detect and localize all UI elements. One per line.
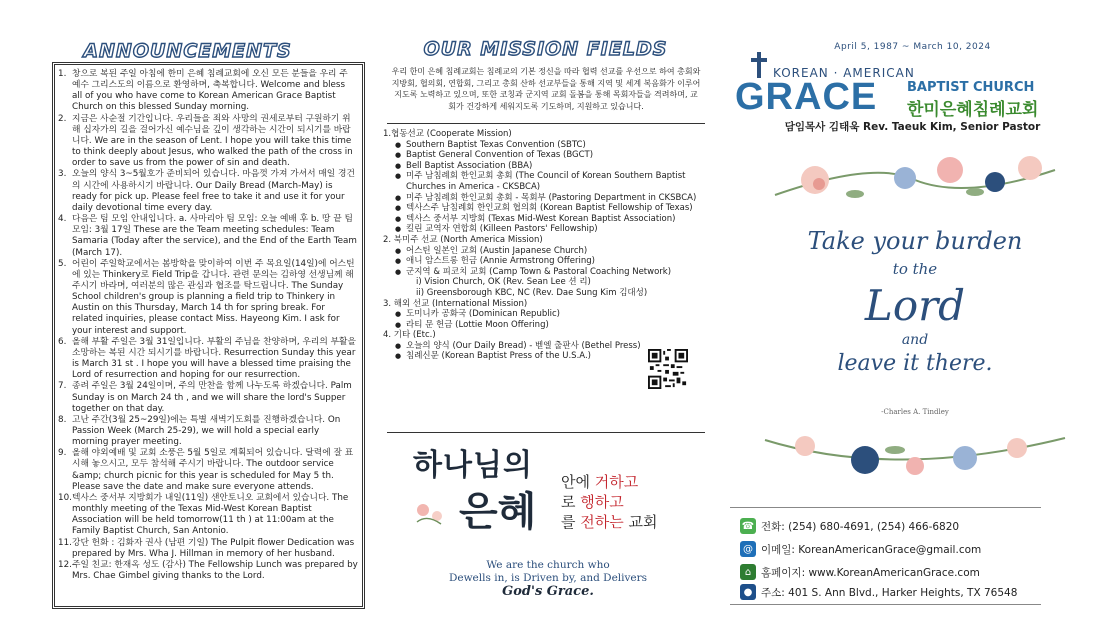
motto-english-line-2: Dewells in, is Driven by, and Delivers [448, 572, 648, 584]
announcement-item [58, 69, 358, 114]
mission-list [383, 129, 708, 362]
announcement-number: 3. [58, 169, 67, 180]
mission-subitem: ii) Greensborough KBC, NC (Rev. Dae Sung Kim 김대성) [416, 287, 648, 298]
contact-phone[interactable] [740, 518, 959, 534]
mission-subitem: i) Vision Church, OK (Rev. Sean Lee 션 리) [416, 277, 591, 288]
contact-email[interactable] [740, 541, 981, 557]
announcement-text: 주일 친교: 한재옥 성도 (감사) The Fellowship Lunch was prepared by Mrs. Chae Gimbel giving thanks to the Lord. [72, 559, 358, 582]
logo-grace: GRACE [735, 76, 878, 118]
cross-icon [749, 52, 769, 78]
announcement-item [58, 169, 358, 214]
divider [387, 432, 705, 433]
announcement-item [58, 415, 358, 448]
contact-web[interactable] [740, 564, 980, 580]
announcement-number: 4. [58, 214, 67, 225]
logo-baptist-church: BAPTIST CHURCH [907, 80, 1035, 95]
announcement-text: 창으로 복된 주일 아침에 한미 은혜 침례교회에 오신 모든 분들을 우리 주 예수 그리스도의 이름으로 환영하며, 축복합니다. Welcome and bless all of you who have come to Korean American Grace Baptist Church on this blessed Sunday morning. [72, 69, 348, 113]
announcements-column [0, 0, 375, 637]
motto-right [561, 472, 691, 532]
contact-phone-text: 전화: (254) 680-4691, (254) 466-6820 [761, 520, 960, 533]
announcements-list [58, 69, 358, 582]
flower-icon [411, 498, 451, 528]
verse-line: Take your burden [807, 227, 1023, 255]
mission-item: ● 텍사스주 남침례회 한인교회 협의회 (Korean Baptist Fellowship of Texas) [383, 203, 708, 214]
mission-item: ● 도미니카 공화국 (Dominican Republic) [383, 309, 708, 320]
announcement-text: 어린이 주일학교에서는 봄방학을 맞이하여 이번 주 목요일(14일)에 어스틴에 있는 Thinkery로 Field Trip을 갑니다. 관련 문의는 김하영 선생님께 해 주시기 바라며, 여러분의 많은 관심과 협조를 탁드립니다. The Sunday School children's group is planning a field trip to Thinkery in Austin on this Thursday, March 14 th for spring break. For related inquiries, please contact Miss. Hayeong Kim. I ask for your interest and support. [72, 258, 355, 336]
divider [387, 123, 705, 124]
phone-icon: ☎ [740, 518, 756, 534]
motto-english [383, 559, 713, 585]
announcement-item [58, 337, 358, 382]
church-column [725, 0, 1100, 637]
contact-email-text: 이메일: KoreanAmericanGrace@gmail.com [761, 543, 982, 556]
email-icon: @ [740, 541, 756, 557]
church-logo [731, 50, 1091, 120]
motto-line-1: 하나님의 [413, 448, 533, 483]
announcement-number: 7. [58, 381, 67, 392]
mission-intro: 우리 한미 은혜 침례교회는 침례교의 기본 정신을 따라 협력 선교를 우선으로 하여 총회와 지방회, 협의회, 연합회, 그리고 총회 산하 선교부들을 통해 지역 및 세계 복음화가 이루어지도록 노력하고 있으며, 또한 코칭과 군지역 교회 돌봄을 통해 목회자들을 격려하며, 교회가 건강하게 세워지도록 기도하며, 지원하고 있습니다. [391, 67, 701, 111]
mission-item: ● 킬린 교역자 연합회 (Killeen Pastors' Fellowship) [383, 224, 708, 235]
pastor-name: 담임목사 김태욱 Rev. Taeuk Kim, Senior Pastor [784, 121, 1041, 133]
announcement-item [58, 259, 358, 337]
mission-item: ● Southern Baptist Texas Convention (SBTC) [383, 140, 708, 151]
verse-line: leave it there. [837, 351, 993, 376]
motto-right-line: 를 전하는 교회 [561, 513, 658, 531]
mission-item: ● 미주 남침례회 한인교회 총회 - 목회부 (Pastoring Department in CKSBCA) [383, 193, 708, 204]
announcement-number: 8. [58, 414, 67, 425]
motto-line-2: 은혜 [459, 488, 537, 535]
mission-category: 3. 해외 선교 (International Mission) [383, 298, 528, 309]
verse-line: to the [892, 260, 938, 278]
floral-wreath-bottom-icon [755, 420, 1075, 495]
motto-right-line: 로 행하고 [561, 493, 624, 511]
mission-category: 4. 기타 (Etc.) [383, 330, 436, 341]
announcement-item [58, 448, 358, 493]
announcement-item [58, 381, 358, 414]
announcement-item [58, 214, 358, 259]
announcement-number: 12. [58, 559, 72, 570]
contact-web-text: 홈페이지: www.KoreanAmericanGrace.com [761, 566, 980, 579]
announcement-item [58, 114, 358, 170]
announcements-heading: ANNOUNCEMENTS [83, 40, 292, 62]
announcement-number: 6. [58, 336, 67, 347]
announcement-text: 지금은 사순절 기간입니다. 우리들을 죄와 사망의 권세로부터 구원하기 위해 십자가의 길을 걸어가신 예수님을 깊이 생각하는 시간이 되시기를 바랍니다. We are in the season of Lent. I hope you will take this time to think deeply about Jesus, who walked the path of the cross in order to save us from the power of sin and death. [72, 113, 353, 169]
announcement-text: 고난 주간(3월 25~29일)에는 특별 새벽기도회를 진행하겠습니다. On Passion Week (March 25-29), we will hold a special early morning prayer meeting. [72, 414, 341, 448]
mission-item: ● 어스틴 일본인 교회 (Austin Japanese Church) [383, 246, 708, 257]
announcement-text: 오늘의 양식 3~5월호가 준비되어 있습니다. 마음껏 가져 가셔서 매일 경건의 시간에 사용하시기 바랍니다. Our Daily Bread (March-May) is ready for pick up. Please feel free to take it and use it for your daily devotional time every day. [72, 169, 355, 213]
announcements-box [52, 62, 365, 609]
mission-item: ● Bell Baptist Association (BBA) [383, 161, 708, 172]
announcement-text: 강단 헌화 : 김화자 권사 (남편 기일) The Pulpit flower Dedication was prepared by Mrs. Wha J. Hillman in memory of her husband. [72, 537, 355, 559]
announcement-number: 11. [58, 537, 72, 548]
mission-category: 1.협동선교 (Cooperate Mission) [383, 129, 512, 139]
mission-item: ● 애니 암스트롱 헌금 (Annie Armstrong Offering) [383, 256, 708, 267]
motto-grace: God's Grace. [502, 584, 594, 599]
floral-wreath-top-icon [755, 140, 1075, 220]
motto-calligraphy [411, 440, 561, 540]
mission-column [383, 0, 708, 637]
church-dates: April 5, 1987 ~ March 10, 2024 [834, 42, 991, 52]
mission-item: ● 군지역 & 피코치 교회 (Camp Town & Pastoral Coaching Network) [383, 267, 708, 278]
announcement-text: 올해 부활 주일은 3월 31일입니다. 부활의 주님을 찬양하며, 우리의 부활을 소망하는 복된 시간 되시기를 바랍니다. Resurrection Sunday this year is March 31 st . I hope you will have a blessed time praising the Lord of resurrection and hoping for our resurrection. [72, 336, 356, 381]
announcement-item [58, 538, 358, 560]
announcement-text: 종려 주일은 3월 24일이며, 주의 만찬을 함께 나누도록 하겠습니다. Palm Sunday is on March 24 th , and we will share the lord's Supper together on that day. [72, 381, 352, 414]
announcement-number: 10. [58, 492, 72, 503]
mission-item: ● 라티 문 헌금 (Lottie Moon Offering) [383, 320, 708, 331]
mission-item: ● 오늘의 양식 (Our Daily Bread) - 벧엘 출판사 (Bethel Press) [383, 341, 708, 352]
verse-text [755, 226, 1075, 378]
announcement-item [58, 560, 358, 582]
verse-area [755, 140, 1075, 495]
announcement-text: 텍사스 중서부 지방회가 내일(11일) 샌안토니오 교회에서 있습니다. The monthly meeting of the Texas Mid-West Korean Baptist Association will be held tomorrow(11 th ) at 11:00am at the Family Baptist Church, San Antonio. [72, 492, 349, 537]
verse-line: Lord [864, 281, 966, 330]
location-pin-icon: ● [740, 584, 756, 600]
mission-category: 2. 북미주 선교 (North America Mission) [383, 234, 543, 245]
announcement-item [58, 493, 358, 538]
announcement-number: 1. [58, 69, 67, 79]
mission-item: ● 침례신문 (Korean Baptist Press of the U.S.A.) [383, 351, 708, 362]
mission-item: ● 텍사스 중서부 지방회 (Texas Mid-West Korean Baptist Association) [383, 214, 708, 225]
contact-box [730, 507, 1041, 605]
announcement-number: 5. [58, 258, 67, 269]
home-icon: ⌂ [740, 564, 756, 580]
mission-item: ● Baptist General Convention of Texas (BGCT) [383, 150, 708, 161]
verse-line: and [901, 332, 929, 348]
contact-address-text: 주소: 401 S. Ann Blvd., Harker Heights, TX 76548 [761, 586, 1018, 599]
announcement-number: 9. [58, 448, 67, 459]
qr-code-icon[interactable] [648, 349, 688, 389]
logo-korean-american: KOREAN · AMERICAN [773, 66, 915, 80]
motto-right-line: 안에 거하고 [561, 473, 639, 491]
motto-english-line-1: We are the church who [486, 559, 610, 571]
mission-item: ● 미주 남침례회 한인교회 총회 (The Council of Korean Southern Baptist Churches in America - CKSBCA) [383, 171, 708, 192]
verse-author: -Charles A. Tindley [881, 408, 949, 416]
announcement-text: 올해 야외예배 및 교회 소풍은 5월 5일로 계획되어 있습니다. 달력에 잘 표시해 놓으시고, 모두 참석해 주시기 바랍니다. The outdoor service &amp; church picnic for this year is scheduled for May 5 th. Please save the date and make sure everyone attends. [72, 448, 354, 492]
announcement-text: 다음은 팀 모임 안내입니다. a. 사마리아 팀 모임: 오늘 예배 후 b. 땅 끝 팀 모임: 3월 17일 These are the Team meeting schedules: Team Samaria (Today after the service), and the End of the Earth Team (March 17). [72, 214, 357, 258]
mission-heading: OUR MISSION FIELDS [423, 38, 668, 60]
contact-address[interactable] [740, 584, 1017, 600]
announcement-number: 2. [58, 113, 67, 124]
logo-korean-name: 한미은혜침례교회 [907, 100, 1039, 120]
